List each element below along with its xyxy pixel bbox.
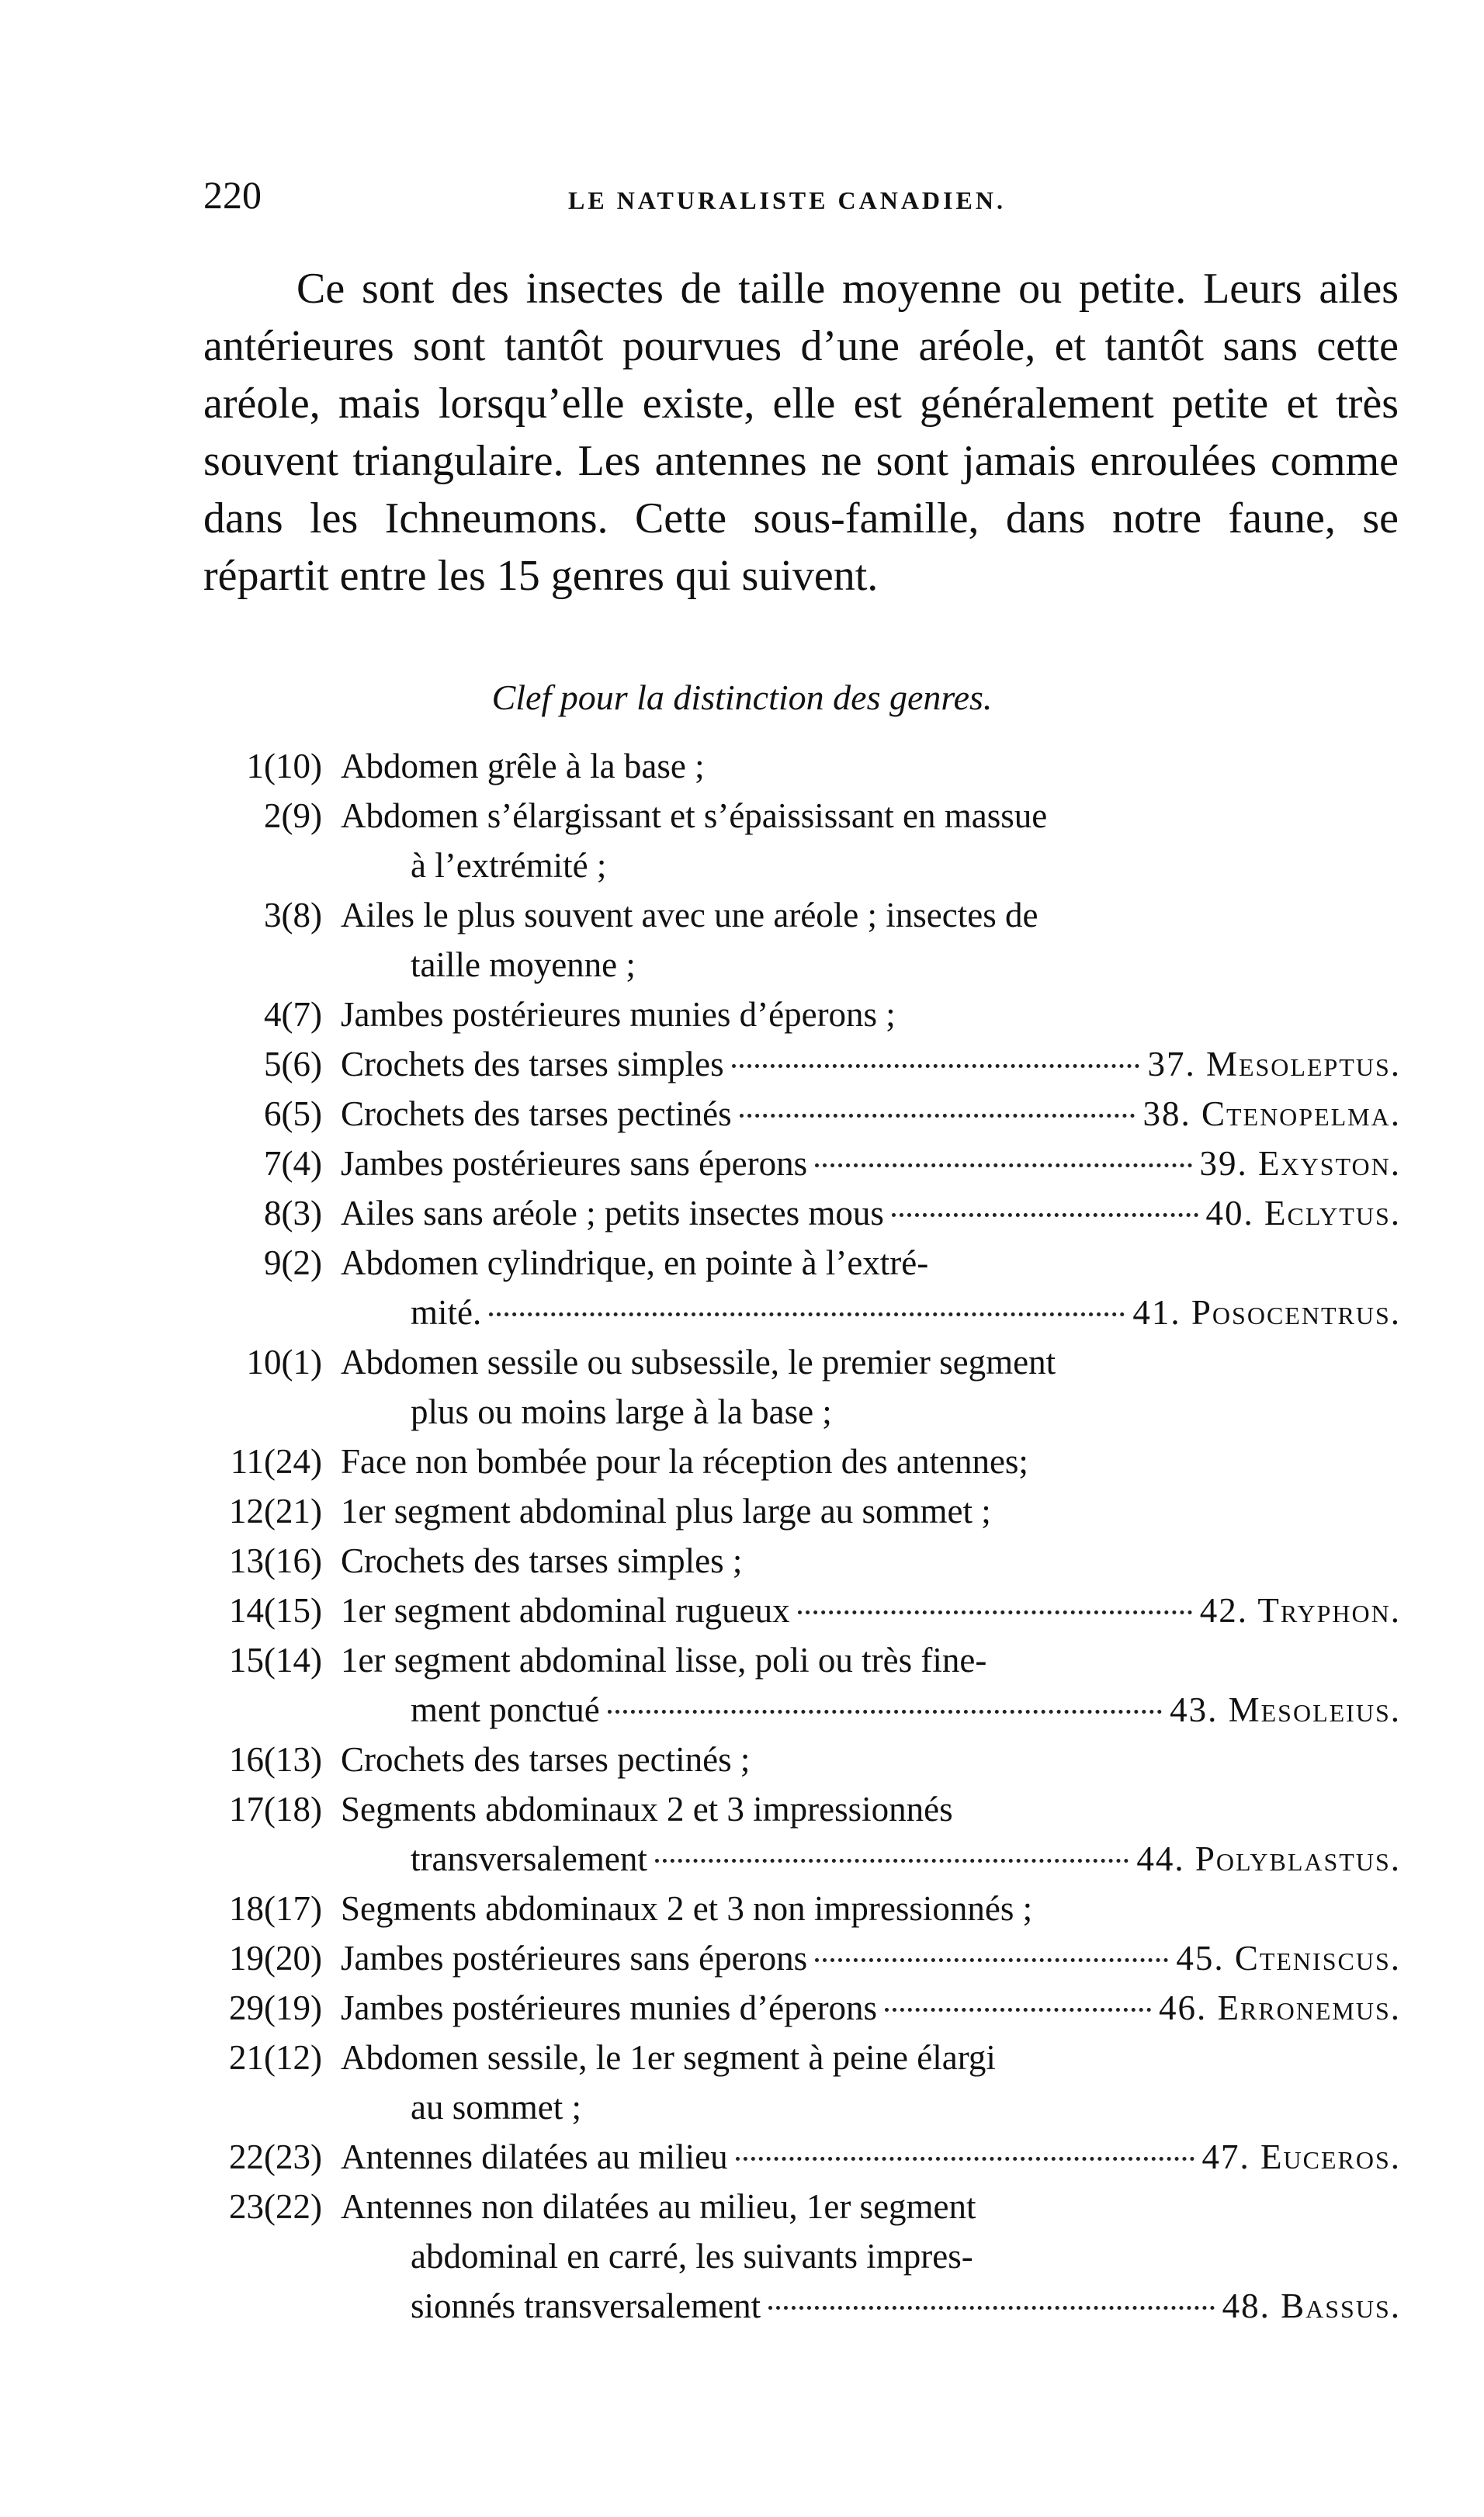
key-entry-description: Jambes postérieures sans éperons xyxy=(341,1144,808,1183)
key-entry-line xyxy=(341,1188,1401,1238)
key-entry-body xyxy=(341,1933,1401,1983)
key-entry xyxy=(175,1486,1401,1536)
dot-leader xyxy=(655,1859,1129,1863)
key-entry-line xyxy=(341,2182,1401,2231)
dot-leader xyxy=(798,1610,1192,1614)
key-entry-description: Segments abdominaux 2 et 3 impressionnés xyxy=(341,1790,953,1829)
key-entry-description: ment ponctué xyxy=(411,1690,600,1729)
key-entry-line xyxy=(341,1536,1401,1586)
key-entry-description: Jambes postérieures munies d’éperons xyxy=(341,1988,878,2027)
dot-leader xyxy=(885,2008,1151,2012)
key-entry-line xyxy=(341,1288,1401,1337)
key-entry-description: Jambes postérieures munies d’éperons ; xyxy=(341,995,896,1034)
key-entry-description: 1er segment abdominal plus large au sommet ; xyxy=(341,1492,991,1531)
key-entry-description: Abdomen sessile ou subsessile, le premier segment xyxy=(341,1343,1056,1382)
key-entry-line xyxy=(341,1486,1401,1536)
key-entry-description: Abdomen cylindrique, en pointe à l’extré- xyxy=(341,1243,929,1282)
key-entry-number: 21(12) xyxy=(229,2038,322,2077)
key-entry-line xyxy=(341,2231,1401,2281)
key-entry-description: Face non bombée pour la réception des antennes; xyxy=(341,1442,1028,1481)
key-entry-description: Crochets des tarses pectinés ; xyxy=(341,1740,751,1779)
genus-result: 43. Mesoleius. xyxy=(1170,1690,1401,1729)
key-entry-line xyxy=(341,2033,1401,2082)
dot-leader xyxy=(736,2157,1194,2161)
key-entry-line xyxy=(341,1089,1401,1139)
dot-leader xyxy=(608,1710,1162,1714)
key-entry-description: Jambes postérieures sans éperons xyxy=(341,1939,808,1978)
key-entry-line xyxy=(341,890,1401,940)
key-entry-line xyxy=(341,1983,1401,2033)
key-entry xyxy=(175,1933,1401,1983)
key-entry-body xyxy=(341,2132,1401,2182)
key-entry-body xyxy=(341,2182,1401,2331)
key-entry-line xyxy=(341,2281,1401,2331)
key-entry-body xyxy=(341,1089,1401,1139)
key-entry-description: sionnés transversalement xyxy=(411,2286,761,2325)
key-entry xyxy=(175,1139,1401,1188)
key-entry-description: Antennes dilatées au milieu xyxy=(341,2137,728,2176)
key-entry xyxy=(175,1089,1401,1139)
genus-result: 39. Exyston. xyxy=(1199,1144,1401,1183)
key-entry-description: Abdomen grêle à la base ; xyxy=(341,747,705,785)
genus-result: 48. Bassus. xyxy=(1222,2286,1401,2325)
key-entry-number: 15(14) xyxy=(229,1641,322,1680)
key-entry-number: 23(22) xyxy=(229,2187,322,2226)
dot-leader xyxy=(732,1064,1140,1068)
key-entry-description: Segments abdominaux 2 et 3 non impressionnés ; xyxy=(341,1889,1033,1928)
key-entry xyxy=(175,1238,1401,1337)
key-entry xyxy=(175,2182,1401,2331)
key-entry-number: 6(5) xyxy=(264,1094,322,1133)
key-entry-number: 2(9) xyxy=(264,796,322,835)
key-entry-number: 11(24) xyxy=(230,1442,322,1481)
key-entry xyxy=(175,1039,1401,1089)
key-entry-line xyxy=(341,841,1401,890)
key-entry-description: Crochets des tarses simples ; xyxy=(341,1541,743,1580)
key-entry-description: transversalement xyxy=(411,1839,647,1878)
key-entry xyxy=(175,1536,1401,1586)
key-title: Clef pour la distinction des genres. xyxy=(491,678,993,717)
dot-leader xyxy=(892,1213,1198,1217)
key-entry-line xyxy=(341,1039,1401,1089)
key-entry-line xyxy=(341,1933,1401,1983)
genus-result: 41. Posocentrus. xyxy=(1132,1293,1401,1332)
key-entry xyxy=(175,1635,1401,1735)
key-entry xyxy=(175,1983,1401,2033)
key-entry-line xyxy=(341,1884,1401,1933)
dot-leader xyxy=(768,2306,1215,2310)
key-entry-number: 29(19) xyxy=(229,1988,322,2027)
key-entry-body xyxy=(341,1784,1401,1884)
key-entry-body xyxy=(341,741,1401,791)
key-entry-description: mité. xyxy=(411,1293,482,1332)
key-entry-line xyxy=(341,1685,1401,1735)
key-entry-number: 22(23) xyxy=(229,2137,322,2176)
dot-leader xyxy=(740,1114,1136,1118)
key-entry-body xyxy=(341,1486,1401,1536)
key-entry-line xyxy=(341,1735,1401,1784)
key-entry-description: Abdomen s’élargissant et s’épaississant en massue xyxy=(341,796,1048,835)
key-entry xyxy=(175,1437,1401,1486)
key-entry-body xyxy=(341,1139,1401,1188)
page-header xyxy=(203,172,1399,227)
key-entry-line xyxy=(341,741,1401,791)
key-entry-body xyxy=(341,1735,1401,1784)
key-entry-line xyxy=(341,791,1401,841)
key-entry-line xyxy=(341,990,1401,1039)
key-entry-number: 3(8) xyxy=(264,896,322,934)
key-entry-number: 17(18) xyxy=(229,1790,322,1829)
key-entry-body xyxy=(341,1437,1401,1486)
key-entry-body xyxy=(341,1188,1401,1238)
key-entry xyxy=(175,741,1401,791)
key-entry-body xyxy=(341,990,1401,1039)
genus-result: 37. Mesoleptus. xyxy=(1147,1045,1401,1083)
key-entry xyxy=(175,791,1401,890)
key-entry-line xyxy=(341,1238,1401,1288)
key-entry xyxy=(175,890,1401,990)
genus-result: 40. Eclytus. xyxy=(1205,1194,1401,1232)
key-entry-line xyxy=(341,2132,1401,2182)
genus-key-list xyxy=(175,741,1401,2331)
key-entry-body xyxy=(341,1039,1401,1089)
key-entry-body xyxy=(341,2033,1401,2132)
dot-leader xyxy=(489,1312,1125,1316)
key-entry-number: 9(2) xyxy=(264,1243,322,1282)
page-number: 220 xyxy=(203,173,262,217)
key-entry xyxy=(175,2132,1401,2182)
genus-result: 42. Tryphon. xyxy=(1199,1591,1401,1630)
key-entry-line xyxy=(341,1337,1401,1387)
intro-paragraph: Ce sont des insectes de taille moyenne ou petite. Leurs ailes antérieures sont tantôt pourvues d’une aréole, et tantôt sans cette aréole, mais lorsqu’elle existe, elle est généralement petite et très souvent triangulaire. Les antennes ne sont jamais enroulées comme dans les Ichneumons. Cette sous-famille, dans notre faune, se répartit entre les 15 genres qui suivent. xyxy=(203,265,1399,600)
key-entry-number: 12(21) xyxy=(229,1492,322,1531)
key-entry-body xyxy=(341,1983,1401,2033)
key-entry-number: 5(6) xyxy=(264,1045,322,1083)
key-entry-description: Ailes sans aréole ; petits insectes mous xyxy=(341,1194,884,1232)
key-entry-line xyxy=(341,1635,1401,1685)
key-entry-number: 7(4) xyxy=(264,1144,322,1183)
key-entry-line xyxy=(341,940,1401,990)
key-entry-description: plus ou moins large à la base ; xyxy=(411,1392,832,1431)
key-entry-line xyxy=(341,1139,1401,1188)
key-entry-body xyxy=(341,890,1401,990)
key-entry-number: 1(10) xyxy=(246,747,322,785)
key-entry-body xyxy=(341,791,1401,890)
key-entry-body xyxy=(341,1586,1401,1635)
key-entry xyxy=(175,1337,1401,1437)
key-entry-description: Ailes le plus souvent avec une aréole ; insectes de xyxy=(341,896,1038,934)
key-entry-description: Crochets des tarses simples xyxy=(341,1045,724,1083)
genus-result: 44. Polyblastus. xyxy=(1136,1839,1401,1878)
key-entry-line xyxy=(341,1437,1401,1486)
key-entry-line xyxy=(341,1387,1401,1437)
key-entry xyxy=(175,1784,1401,1884)
key-entry xyxy=(175,1884,1401,1933)
key-entry-number: 10(1) xyxy=(246,1343,322,1382)
key-entry xyxy=(175,1586,1401,1635)
key-entry-description: 1er segment abdominal lisse, poli ou très fine- xyxy=(341,1641,987,1680)
key-entry-line xyxy=(341,1586,1401,1635)
key-entry xyxy=(175,1188,1401,1238)
key-entry-number: 19(20) xyxy=(229,1939,322,1978)
key-entry-line xyxy=(341,1834,1401,1884)
key-entry xyxy=(175,2033,1401,2132)
key-entry-body xyxy=(341,1536,1401,1586)
key-entry-description: Crochets des tarses pectinés xyxy=(341,1094,732,1133)
key-entry-description: abdominal en carré, les suivants impres- xyxy=(411,2237,973,2276)
key-entry-description: Antennes non dilatées au milieu, 1er segment xyxy=(341,2187,976,2226)
key-entry-description: taille moyenne ; xyxy=(411,945,636,984)
dot-leader xyxy=(815,1958,1168,1962)
key-entry xyxy=(175,1735,1401,1784)
key-entry-body xyxy=(341,1238,1401,1337)
genus-result: 38. Ctenopelma. xyxy=(1142,1094,1401,1133)
running-title: LE NATURALISTE CANADIEN. xyxy=(568,186,1006,214)
key-entry-body xyxy=(341,1337,1401,1437)
key-entry xyxy=(175,990,1401,1039)
key-entry-line xyxy=(341,2082,1401,2132)
key-entry-description: à l’extrémité ; xyxy=(411,846,607,885)
key-entry-body xyxy=(341,1884,1401,1933)
key-entry-description: 1er segment abdominal rugueux xyxy=(341,1591,790,1630)
genus-result: 47. Euceros. xyxy=(1201,2137,1401,2176)
key-entry-number: 16(13) xyxy=(229,1740,322,1779)
key-entry-body xyxy=(341,1635,1401,1735)
dot-leader xyxy=(815,1163,1191,1167)
key-entry-number: 8(3) xyxy=(264,1194,322,1232)
key-entry-number: 14(15) xyxy=(229,1591,322,1630)
key-entry-description: Abdomen sessile, le 1er segment à peine élargi xyxy=(341,2038,996,2077)
key-entry-number: 4(7) xyxy=(264,995,322,1034)
key-entry-description: au sommet ; xyxy=(411,2088,581,2127)
genus-result: 46. Erronemus. xyxy=(1158,1988,1401,2027)
genus-result: 45. Cteniscus. xyxy=(1176,1939,1401,1978)
key-entry-number: 18(17) xyxy=(229,1889,322,1928)
key-entry-number: 13(16) xyxy=(229,1541,322,1580)
key-entry-line xyxy=(341,1784,1401,1834)
